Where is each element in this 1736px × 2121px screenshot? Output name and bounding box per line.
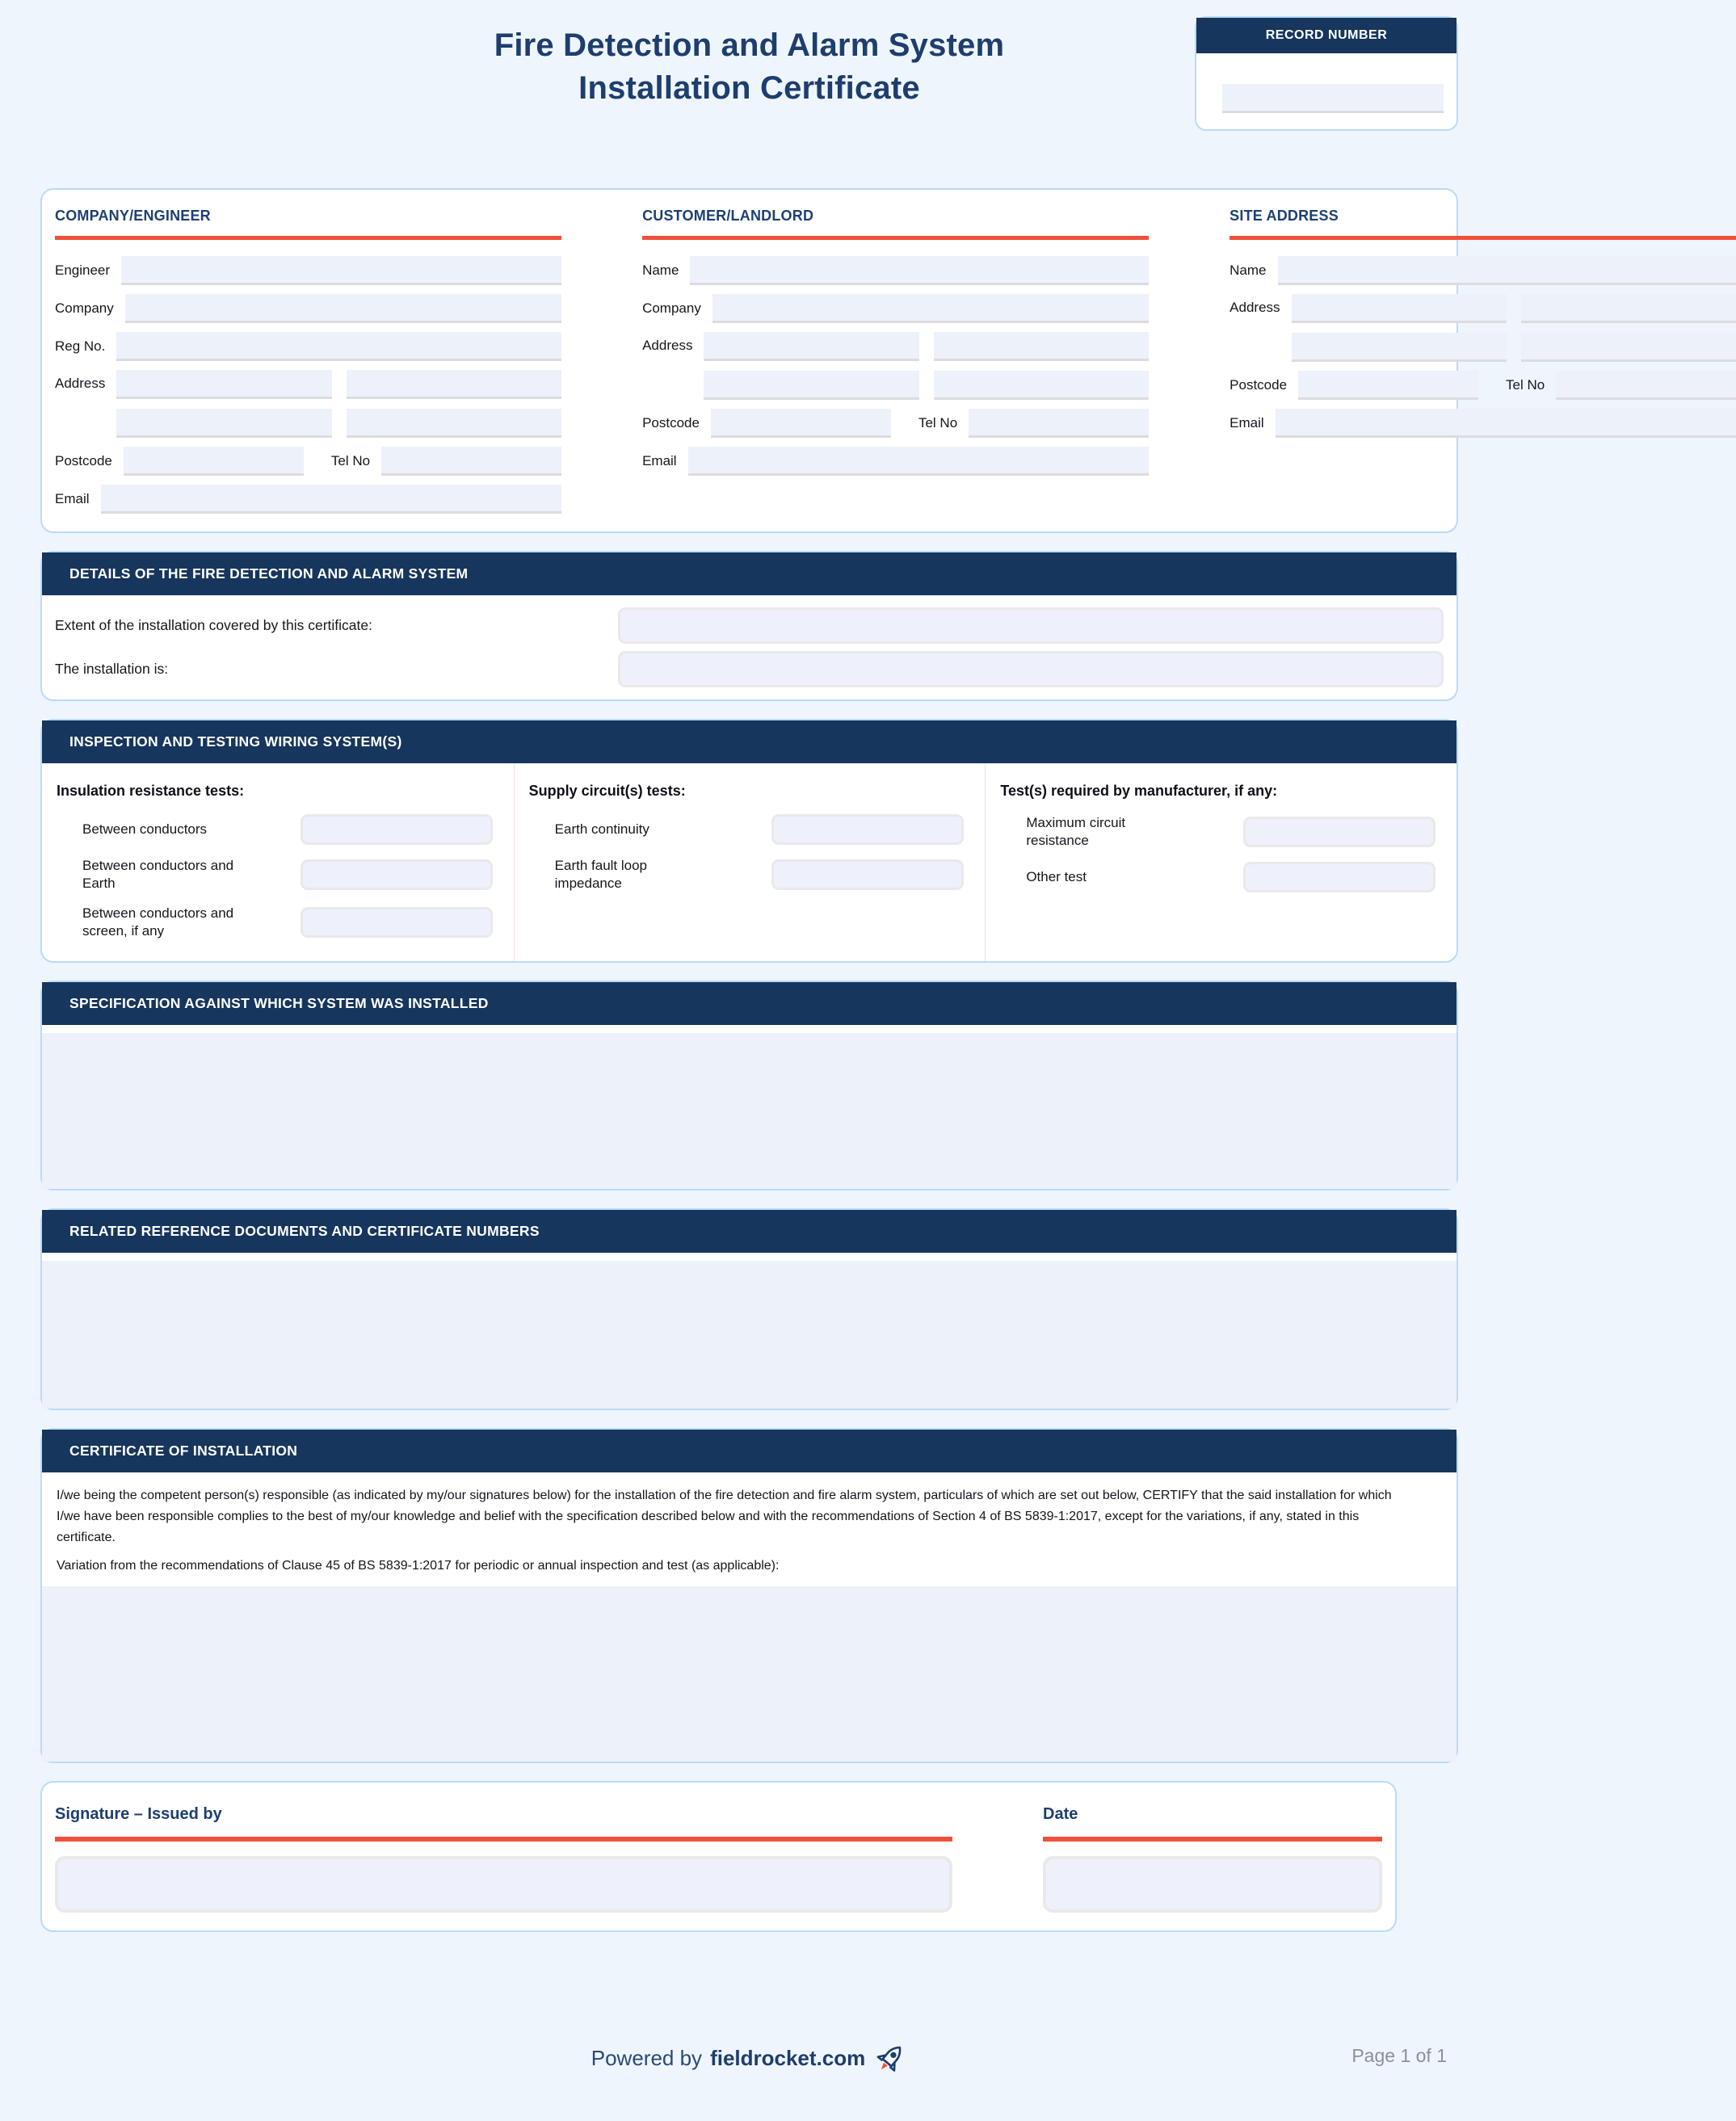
extent-label: Extent of the installation covered by this certificate: — [55, 617, 372, 633]
reg-no-row — [55, 332, 561, 361]
variation-textarea[interactable] — [42, 1586, 1456, 1762]
name-label: Name — [642, 262, 679, 278]
site-name-input[interactable] — [1278, 256, 1736, 285]
inspection-body — [42, 763, 1456, 961]
manufacturer-tests-heading: Test(s) required by manufacturer, if any: — [1000, 783, 1278, 799]
engineer-input[interactable] — [121, 256, 561, 285]
customer-landlord-title: CUSTOMER/LANDLORD — [642, 208, 814, 224]
record-number-card — [1195, 16, 1458, 131]
between-conductors-earth-input[interactable] — [301, 859, 493, 890]
earth-fault-loop-row — [529, 857, 965, 892]
powered-by-label: Powered by — [591, 2046, 703, 2071]
customer-email-input[interactable] — [688, 447, 1150, 476]
between-conductors-row — [57, 814, 493, 845]
certificate-text — [42, 1472, 1456, 1576]
supply-tests-column — [514, 763, 986, 961]
engineer-email-row — [55, 485, 561, 514]
between-conductors-input[interactable] — [301, 814, 493, 845]
email-label: Email — [642, 453, 677, 468]
name-label: Name — [1229, 262, 1267, 278]
site-email-row — [1229, 409, 1736, 438]
specification-header: SPECIFICATION AGAINST WHICH SYSTEM WAS INSTALLED — [42, 982, 1456, 1025]
customer-email-row — [642, 447, 1149, 476]
section-divider — [642, 236, 1149, 240]
max-circuit-resistance-row — [1000, 814, 1435, 850]
postcode-label: Postcode — [642, 415, 700, 430]
company-row — [55, 294, 561, 323]
earth-continuity-input[interactable] — [771, 814, 964, 845]
address-label: Address — [642, 338, 693, 353]
signature-column — [55, 1800, 952, 1913]
brand-link[interactable]: fieldrocket.com — [710, 2046, 866, 2071]
other-test-row — [1000, 862, 1435, 892]
engineer-tel-input[interactable] — [381, 447, 561, 476]
engineer-email-input[interactable] — [101, 485, 562, 514]
address-label: Address — [1229, 300, 1280, 315]
engineer-row — [55, 256, 561, 285]
record-number-header: RECORD NUMBER — [1196, 18, 1456, 53]
address-grid — [1292, 294, 1736, 362]
earth-continuity-label: Earth continuity — [554, 821, 649, 837]
customer-address-line1-input[interactable] — [704, 332, 918, 361]
tel-label: Tel No — [1506, 377, 1545, 393]
customer-address-line4-input[interactable] — [934, 371, 1149, 400]
details-header: DETAILS OF THE FIRE DETECTION AND ALARM SYSTEM — [42, 552, 1456, 595]
site-address-line2-input[interactable] — [1521, 294, 1736, 323]
site-address-line3-input[interactable] — [1292, 333, 1507, 362]
section-divider — [1229, 236, 1736, 240]
contact-section — [40, 188, 1545, 533]
details-section — [40, 551, 1458, 701]
certificate-variation-label: Variation from the recommendations of Clause 45 of BS 5839-1:2017 for periodic or annual inspection and test (as applicable): — [57, 1559, 780, 1573]
between-conductors-screen-row — [57, 905, 493, 940]
site-name-row — [1229, 256, 1736, 285]
certificate-of-installation-section — [40, 1428, 1458, 1762]
customer-tel-input[interactable] — [969, 409, 1149, 438]
installation-is-label: The installation is: — [55, 661, 169, 677]
site-address-line1-input[interactable] — [1292, 294, 1507, 323]
company-engineer-title: COMPANY/ENGINEER — [55, 208, 211, 224]
page-title-line1: Fire Detection and Alarm System — [494, 27, 1005, 63]
customer-address-line2-input[interactable] — [934, 332, 1149, 361]
between-conductors-label: Between conductors — [82, 821, 208, 837]
date-input[interactable] — [1043, 1856, 1382, 1913]
tel-label: Tel No — [918, 415, 958, 430]
date-title: Date — [1043, 1804, 1078, 1823]
rocket-icon — [873, 2042, 907, 2076]
section-divider — [55, 1837, 952, 1842]
reg-no-input[interactable] — [116, 332, 561, 361]
signature-title: Signature – Issued by — [55, 1804, 222, 1823]
section-divider — [1043, 1837, 1382, 1842]
site-email-input[interactable] — [1276, 409, 1736, 438]
customer-landlord-column — [642, 208, 1149, 514]
customer-postcode-row — [642, 409, 1149, 438]
address-grid — [116, 370, 561, 438]
date-column — [1043, 1800, 1382, 1913]
specification-textarea[interactable] — [42, 1033, 1456, 1189]
certificate-header: CERTIFICATE OF INSTALLATION — [42, 1430, 1456, 1472]
engineer-postcode-input[interactable] — [124, 447, 304, 476]
postcode-label: Postcode — [55, 453, 112, 468]
customer-company-input[interactable] — [712, 294, 1149, 323]
between-conductors-screen-input[interactable] — [301, 907, 493, 938]
engineer-label: Engineer — [55, 262, 111, 278]
other-test-label: Other test — [1026, 869, 1087, 885]
record-number-input[interactable] — [1222, 84, 1444, 113]
customer-company-row — [642, 294, 1149, 323]
engineer-postcode-row — [55, 447, 561, 476]
max-circuit-resistance-label: Maximum circuit resistance — [1026, 815, 1126, 849]
site-postcode-row — [1229, 371, 1736, 400]
insulation-tests-heading: Insulation resistance tests: — [57, 783, 245, 799]
company-input[interactable] — [125, 294, 561, 323]
engineer-address-line4-input[interactable] — [347, 409, 561, 438]
customer-name-row — [642, 256, 1149, 285]
installation-is-input[interactable] — [618, 651, 1444, 687]
installation-is-row — [55, 651, 1444, 687]
signature-section — [40, 1781, 1397, 1932]
earth-fault-loop-input[interactable] — [771, 859, 964, 890]
manufacturer-tests-column — [985, 763, 1456, 961]
page-header — [40, 0, 1458, 188]
address-label: Address — [55, 376, 106, 391]
inspection-section — [40, 719, 1458, 963]
customer-address-row — [642, 332, 1149, 400]
between-conductors-screen-label: Between conductors and screen, if any — [82, 905, 234, 939]
company-engineer-column — [55, 208, 561, 514]
insulation-tests-column — [42, 763, 514, 961]
email-label: Email — [1229, 415, 1264, 430]
other-test-input[interactable] — [1243, 862, 1435, 892]
between-conductors-earth-row — [57, 857, 493, 892]
page-title-line2: Installation Certificate — [578, 69, 920, 106]
supply-tests-heading: Supply circuit(s) tests: — [528, 783, 686, 799]
tel-label: Tel No — [330, 453, 371, 468]
page-number: Page 1 of 1 — [1351, 2044, 1447, 2066]
engineer-address-line1-input[interactable] — [116, 370, 331, 399]
certificate-declaration: I/we being the competent person(s) responsible (as indicated by my/our signatures below) for the installation of the fire detection and fire alarm system, particulars of which are set out below, CERTIFY that the said installation for which I/we have been responsible complies to the best of my/our knowledge and belief with the specification described below and with the recommendations of Section 4 of BS 5839-1:2017, except for the variations, if any, stated in this certificate. — [57, 1489, 1392, 1544]
specification-section — [40, 981, 1458, 1191]
site-address-title: SITE ADDRESS — [1229, 208, 1339, 224]
customer-address-line3-input[interactable] — [704, 371, 918, 400]
extent-row — [55, 607, 1444, 644]
engineer-address-line2-input[interactable] — [347, 370, 561, 399]
extent-input[interactable] — [618, 607, 1444, 644]
site-address-column — [1229, 208, 1736, 514]
site-postcode-input[interactable] — [1298, 371, 1478, 400]
site-address-line4-input[interactable] — [1521, 333, 1736, 362]
page-footer — [40, 2039, 1458, 2079]
related-documents-textarea[interactable] — [42, 1261, 1456, 1409]
earth-continuity-row — [529, 814, 965, 845]
details-body — [42, 595, 1456, 699]
postcode-label: Postcode — [1229, 377, 1288, 393]
address-grid — [704, 332, 1149, 400]
site-address-row — [1229, 294, 1736, 362]
related-documents-header: RELATED REFERENCE DOCUMENTS AND CERTIFICATE NUMBERS — [42, 1210, 1456, 1253]
reg-no-label: Reg No. — [55, 338, 106, 354]
section-divider — [55, 236, 561, 240]
powered-by — [591, 2042, 907, 2076]
signature-input[interactable] — [55, 1856, 952, 1913]
company-label: Company — [55, 300, 114, 316]
company-label: Company — [642, 300, 701, 316]
max-circuit-resistance-input[interactable] — [1243, 817, 1435, 847]
customer-postcode-input[interactable] — [711, 409, 891, 438]
related-documents-section — [40, 1208, 1458, 1410]
site-tel-input[interactable] — [1556, 371, 1736, 400]
between-conductors-earth-label: Between conductors and Earth — [82, 858, 234, 892]
inspection-header: INSPECTION AND TESTING WIRING SYSTEM(S) — [42, 720, 1456, 763]
engineer-address-row — [55, 370, 561, 438]
earth-fault-loop-label: Earth fault loop impedance — [554, 858, 648, 892]
email-label: Email — [55, 491, 90, 506]
customer-name-input[interactable] — [690, 256, 1149, 285]
engineer-address-line3-input[interactable] — [116, 409, 331, 438]
record-number-body — [1196, 53, 1456, 129]
